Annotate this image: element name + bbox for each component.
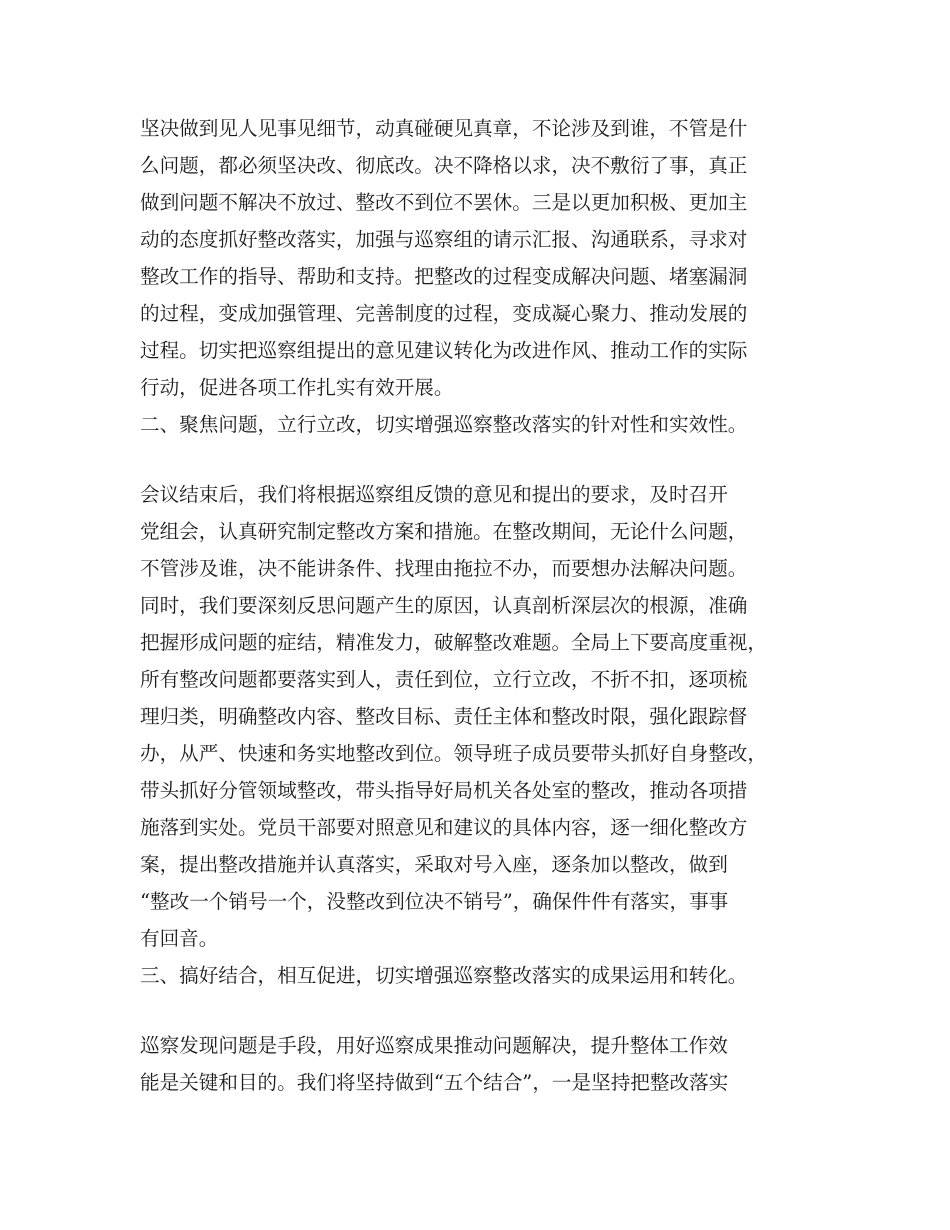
section-heading: 二、聚焦问题，立行立改，切实增强巡察整改落实的针对性和实效性。 <box>140 413 748 436</box>
text-line: 所有整改问题都要落实到人，责任到位，立行立改，不折不扣，逐项梳 <box>140 668 748 691</box>
text-line: 能是关键和目的。我们将坚持做到“五个结合”，一是坚持把整改落实 <box>140 1071 729 1094</box>
text-line: 办，从严、快速和务实地整改到位。领导班子成员要带头抓好自身整改， <box>140 742 767 765</box>
section-heading: 三、搞好结合，相互促进，切实增强巡察整改落实的成果运用和转化。 <box>140 964 748 987</box>
text-line: 不管涉及谁，决不能讲条件、找理由拖拉不办，而要想办法解决问题。 <box>140 557 748 580</box>
text-line: 整改工作的指导、帮助和支持。把整改的过程变成解决问题、堵塞漏洞 <box>140 265 748 288</box>
text-line: 坚决做到见人见事见细节，动真碰硬见真章，不论涉及到谁，不管是什 <box>140 117 748 140</box>
text-line: 动的态度抓好整改落实，加强与巡察组的请示汇报、沟通联系，寻求对 <box>140 228 748 251</box>
text-line: 同时，我们要深刻反思问题产生的原因，认真剖析深层次的根源，准确 <box>140 594 748 617</box>
text-line: 把握形成问题的症结，精准发力，破解整改难题。全局上下要高度重视， <box>140 631 767 654</box>
text-line: 的过程，变成加强管理、完善制度的过程，变成凝心聚力、推动发展的 <box>140 302 748 325</box>
text-line: “整改一个销号一个，没整改到位决不销号”，确保件件有落实，事事 <box>140 890 729 913</box>
text-line: 案，提出整改措施并认真落实，采取对号入座，逐条加以整改，做到 <box>140 853 728 876</box>
text-line: 巡察发现问题是手段，用好巡察成果推动问题解决，提升整体工作效 <box>140 1034 728 1057</box>
text-line: 会议结束后，我们将根据巡察组反馈的意见和提出的要求，及时召开 <box>140 483 728 506</box>
text-line: 理归类，明确整改内容、整改目标、责任主体和整改时限，强化跟踪督 <box>140 705 748 728</box>
text-line: 党组会，认真研究制定整改方案和措施。在整改期间，无论什么问题， <box>140 520 748 543</box>
text-line: 过程。切实把巡察组提出的意见建议转化为改进作风、推动工作的实际 <box>140 339 748 362</box>
text-line: 带头抓好分管领域整改，带头指导好局机关各处室的整改，推动各项措 <box>140 779 748 802</box>
text-line: 行动，促进各项工作扎实有效开展。 <box>140 376 454 399</box>
text-line: 做到问题不解决不放过、整改不到位不罢休。三是以更加积极、更加主 <box>140 191 748 214</box>
text-line: 有回音。 <box>140 927 219 950</box>
text-line: 么问题，都必须坚决改、彻底改。决不降格以求，决不敷衍了事，真正 <box>140 154 748 177</box>
text-line: 施落到实处。党员干部要对照意见和建议的具体内容，逐一细化整改方 <box>140 816 748 839</box>
